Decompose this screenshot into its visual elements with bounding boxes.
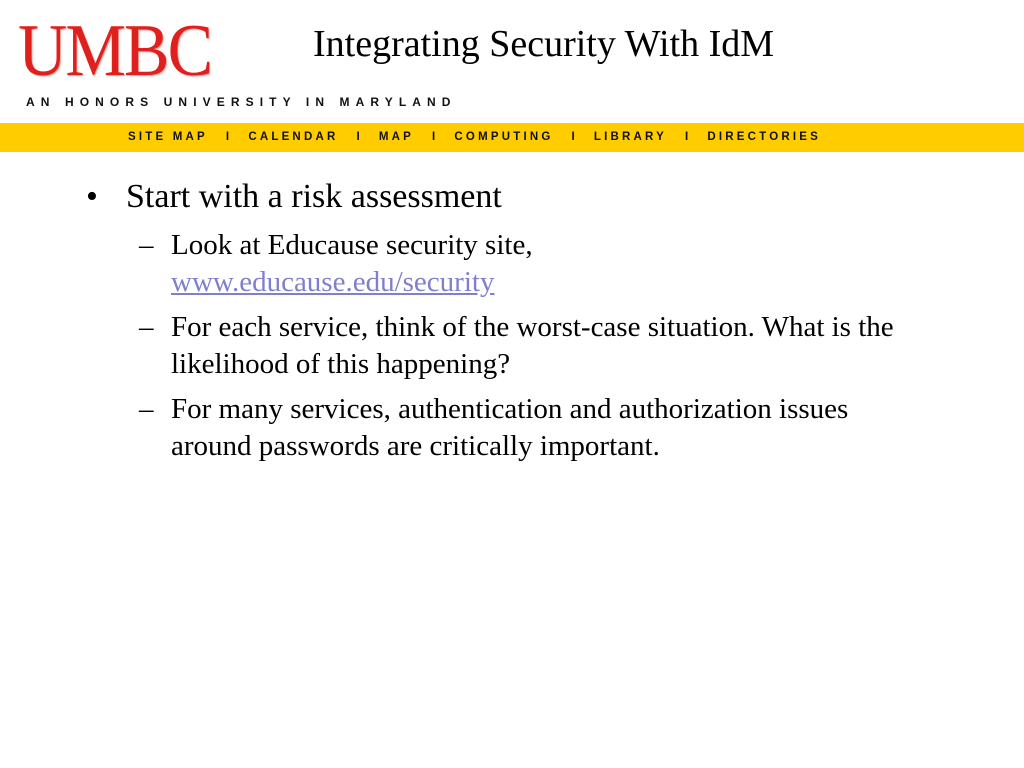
educause-security-link[interactable]: www.educause.edu/security <box>171 266 495 298</box>
nav-separator: I <box>225 131 233 143</box>
nav-link-library[interactable]: LIBRARY <box>593 131 667 143</box>
sub-bullet-text <box>171 227 899 301</box>
sub-bullet-item <box>139 391 899 465</box>
sub-bullet-text-1: Look at Educause security site, <box>171 229 533 261</box>
dash-icon: – <box>139 311 154 343</box>
nav-separator: I <box>685 131 692 143</box>
bullet-dot-icon: • <box>86 178 98 215</box>
top-navigation-bar <box>0 123 1024 152</box>
nav-separator: I <box>432 131 439 143</box>
nav-link-map[interactable]: MAP <box>378 131 415 143</box>
dash-icon: – <box>139 229 154 261</box>
umbc-logo: UMBC <box>18 10 212 92</box>
nav-separator: I <box>356 131 363 143</box>
sub-bullet-item <box>139 227 899 301</box>
dash-icon: – <box>139 393 154 425</box>
nav-link-directories[interactable]: DIRECTORIES <box>707 131 821 143</box>
slide-title: Integrating Security With IdM <box>313 23 775 65</box>
nav-link-site-map[interactable]: SITE MAP <box>128 131 208 143</box>
bullet-item <box>86 175 502 219</box>
sub-bullet-text-2: For each service, think of the worst-case situation. What is the likelihood of this happening? <box>171 311 894 380</box>
nav-separator: I <box>571 131 578 143</box>
sub-bullet-text-3: For many services, authentication and authorization issues around passwords are critically important. <box>171 393 849 462</box>
bullet-text: Start with a risk assessment <box>126 178 502 215</box>
nav-link-calendar[interactable]: CALENDAR <box>248 131 339 143</box>
nav-link-computing[interactable]: COMPUTING <box>454 131 554 143</box>
university-tagline: AN HONORS UNIVERSITY IN MARYLAND <box>26 95 457 109</box>
sub-bullet-item <box>139 309 899 383</box>
nav-items <box>128 131 821 143</box>
